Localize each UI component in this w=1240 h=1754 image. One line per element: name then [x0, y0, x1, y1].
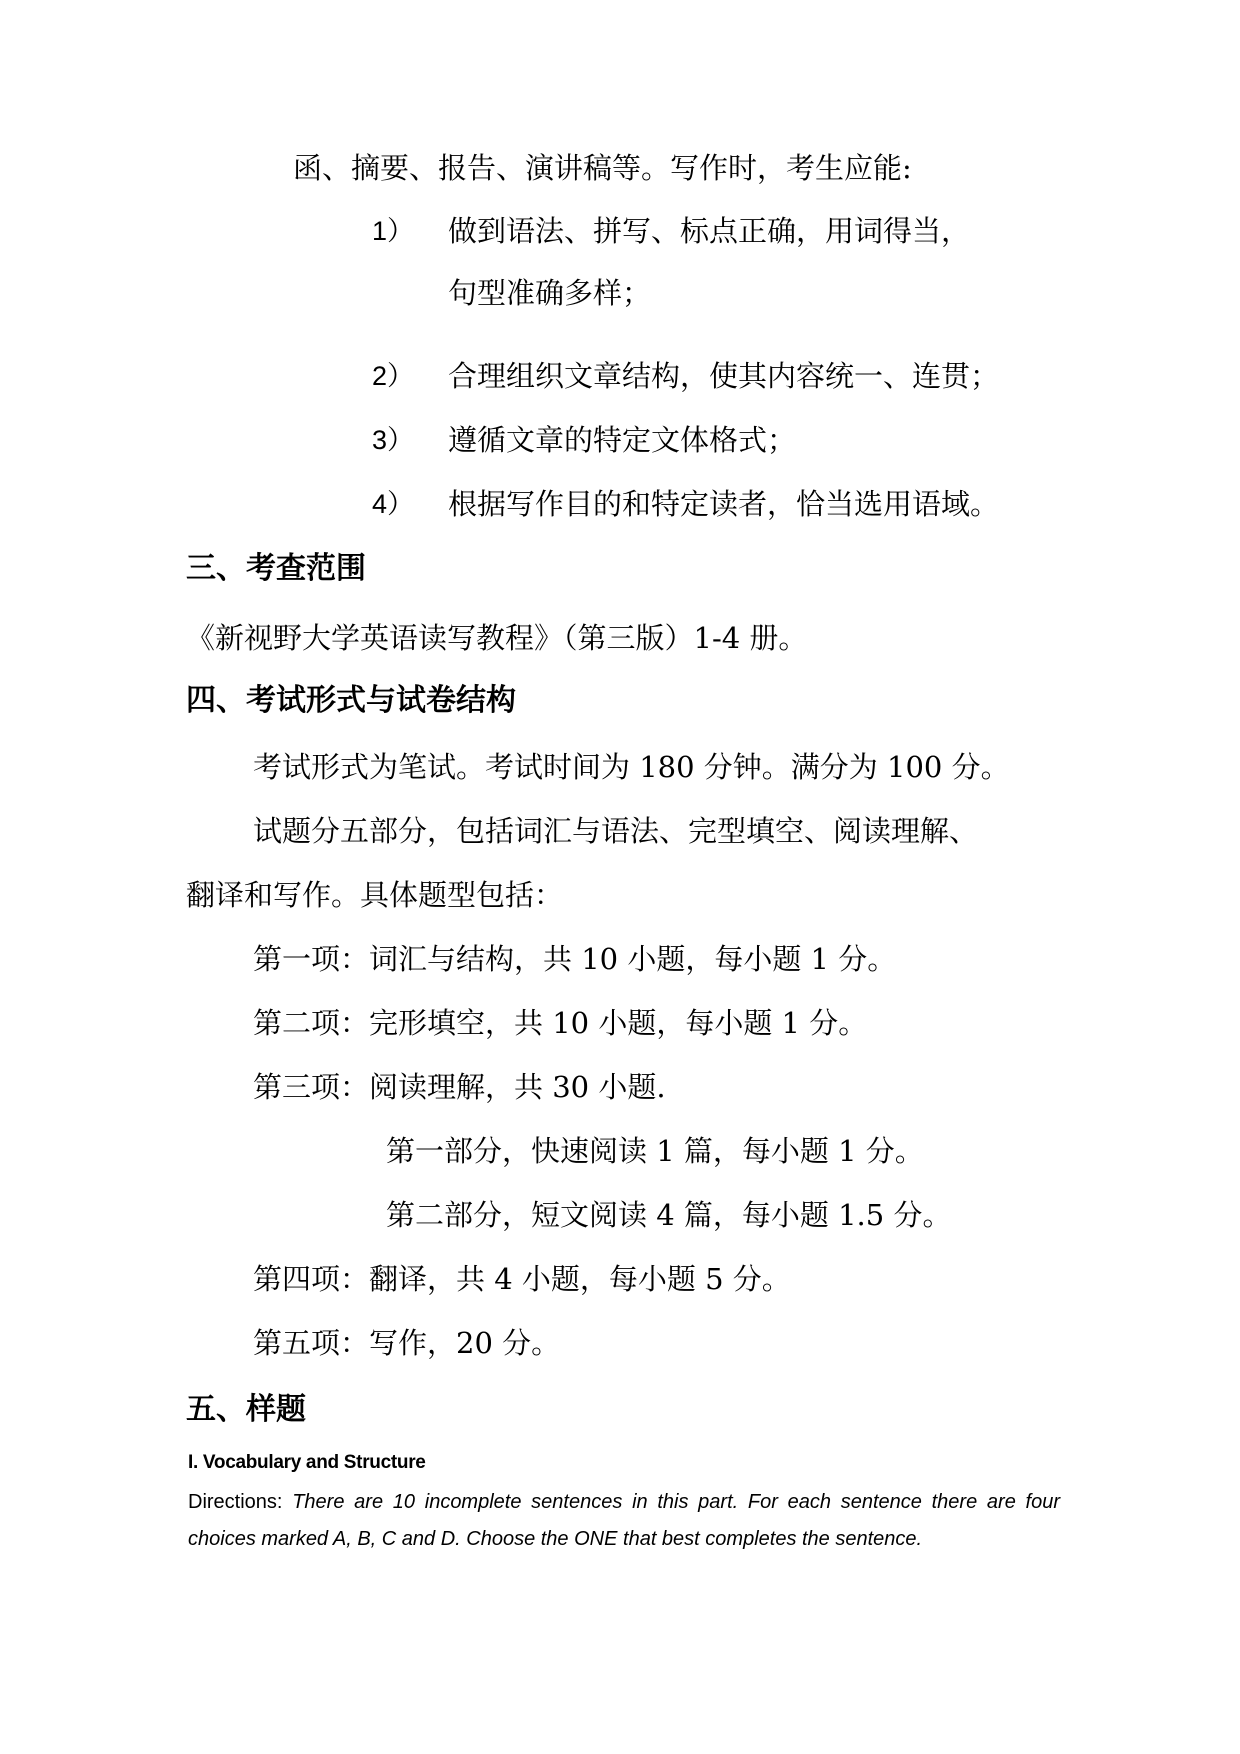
- requirement-number-1: 1）: [372, 216, 415, 246]
- requirement-text-3: 遵循文章的特定文体格式；: [448, 423, 797, 457]
- item-5: 第五项：写作，20 分。: [253, 1326, 561, 1360]
- requirement-text-4: 根据写作目的和特定读者，恰当选用语域。: [448, 487, 1000, 521]
- item-3-part-2: 第二部分，短文阅读 4 篇，每小题 1.5 分。: [386, 1198, 952, 1232]
- directions-label: Directions:: [188, 1491, 283, 1513]
- requirement-text-1: 做到语法、拼写、标点正确，用词得当，: [448, 214, 971, 248]
- requirement-text-2: 合理组织文章结构，使其内容统一、连贯；: [448, 359, 1000, 393]
- item-1: 第一项：词汇与结构，共 10 小题，每小题 1 分。: [253, 942, 897, 976]
- item-3: 第三项：阅读理解，共 30 小题.: [253, 1070, 666, 1104]
- part-title: I. Vocabulary and Structure: [188, 1452, 426, 1473]
- directions-paragraph: [188, 1484, 1060, 1558]
- section-heading-scope: 三、考查范围: [186, 551, 366, 586]
- item-2: 第二项：完形填空，共 10 小题，每小题 1 分。: [253, 1006, 868, 1040]
- requirement-number-4: 4）: [372, 489, 415, 519]
- format-para-2-line-1: 试题分五部分，包括词汇与语法、完型填空、阅读理解、: [253, 814, 979, 848]
- section-heading-format: 四、考试形式与试卷结构: [186, 683, 516, 718]
- requirement-text-1-cont: 句型准确多样；: [448, 276, 652, 310]
- item-3-part-1: 第一部分，快速阅读 1 篇，每小题 1 分。: [386, 1134, 924, 1168]
- section-heading-samples: 五、样题: [186, 1392, 306, 1427]
- writing-intro: 函、摘要、报告、演讲稿等。写作时，考生应能:: [293, 151, 912, 185]
- scope-text: 《新视野大学英语读写教程》（第三版）1-4 册。: [186, 621, 808, 655]
- requirement-number-2: 2）: [372, 361, 415, 391]
- format-para-1: 考试形式为笔试。考试时间为 180 分钟。满分为 100 分。: [253, 750, 1010, 784]
- directions-text: There are 10 incomplete sentences in this part. For each sentence there are four choices marked A, B, C and D. Choose the ONE that best completes the sentence.: [188, 1491, 1060, 1550]
- item-4: 第四项：翻译，共 4 小题，每小题 5 分。: [253, 1262, 791, 1296]
- format-para-2-line-2: 翻译和写作。具体题型包括：: [186, 878, 564, 912]
- requirement-number-3: 3）: [372, 425, 415, 455]
